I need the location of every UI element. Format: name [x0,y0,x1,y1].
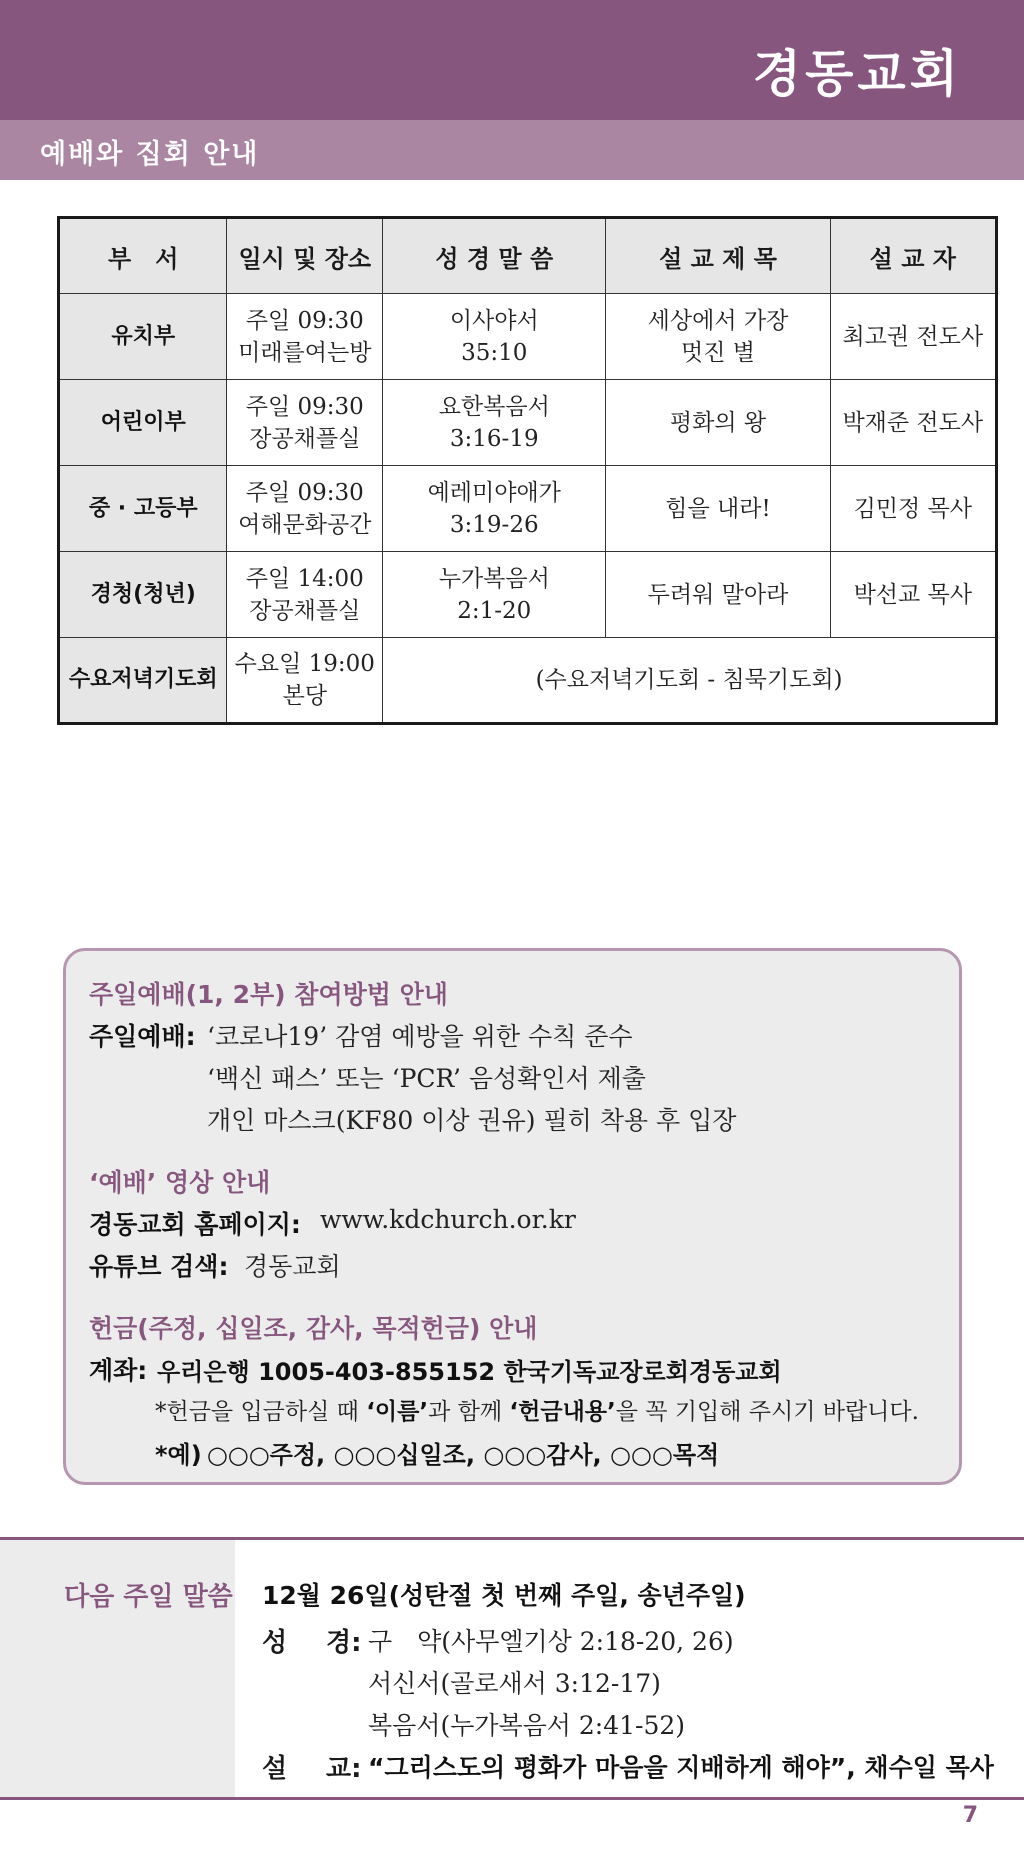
next-sunday-date: 12월 26일(성탄절 첫 번째 주일, 송년주일) [262,1581,746,1610]
dept-cell: 경청(청년) [59,552,227,638]
column-header: 설 교 자 [830,218,996,294]
offering-example [155,1435,719,1470]
page-number: 7 [962,1803,978,1828]
dept-cell: 유치부 [59,294,227,380]
youtube-value: 경동교회 [244,1252,341,1281]
scripture-label-char: 경: [326,1628,362,1658]
dept-cell: 중 · 고등부 [59,466,227,552]
notice-box [63,948,962,1485]
time-cell: 주일 09:30 장공채플실 [227,380,383,466]
column-header: 부 서 [59,218,227,294]
sermon-label-char: 설 [262,1754,288,1784]
scripture-cell: 요한복음서 3:16-19 [383,380,606,466]
account-value: 우리은행 1005-403-855152 한국기독교장로회경동교회 [157,1358,782,1386]
section-divider [0,1797,1024,1800]
time-cell: 수요일 19:00 본당 [227,638,383,724]
gospel-reading: 복음서(누가복음서 2:41-52) [368,1711,686,1740]
preacher-cell: 최고권 전도사 [830,294,996,380]
scripture-cell: 누가복음서 2:1-20 [383,552,606,638]
worship-line: ‘코로나19’ 감염 예방을 위한 수칙 준수 [207,1022,633,1051]
column-header: 설 교 제 목 [606,218,830,294]
offering-note-text: 과 함께 [428,1399,503,1425]
video-heading: ‘예배’ 영상 안내 [89,1168,271,1197]
offering-heading: 헌금(주정, 십일조, 감사, 목적헌금) 안내 [89,1314,538,1343]
homepage-label: 경동교회 홈페이지: [89,1210,301,1239]
epistle-reading: 서신서(골로새서 3:12-17) [368,1669,661,1698]
preacher-cell: 김민정 목사 [830,466,996,552]
homepage-url: www.kdchurch.or.kr [320,1205,576,1234]
table-header-row [59,218,997,294]
scripture-label-char: 성 [262,1628,288,1658]
account-label: 계좌: [89,1356,148,1385]
worship-line: 개인 마스크(KF80 이상 권유) 필히 착용 후 입장 [207,1106,737,1135]
sermon-label-char: 교: [326,1754,362,1784]
worship-schedule-table [57,216,998,725]
offering-note-content: ‘헌금내용’ [509,1399,616,1425]
offering-note [155,1393,919,1426]
offering-note-name: ‘이름’ [366,1399,429,1425]
table-row [59,552,997,638]
dept-cell: 어린이부 [59,380,227,466]
sermon-title-cell: 평화의 왕 [606,380,830,466]
time-cell: 주일 09:30 미래를여는방 [227,294,383,380]
worship-heading: 주일예배(1, 2부) 참여방법 안내 [89,980,448,1009]
time-cell: 주일 14:00 장공채플실 [227,552,383,638]
column-header: 일시 및 장소 [227,218,383,294]
old-testament-reading: 구 약(사무엘기상 2:18-20, 26) [368,1627,734,1656]
offering-note-text: 을 꼭 기입해 주시기 바랍니다. [615,1399,919,1425]
church-logo: 경동교회 [752,44,962,103]
next-sunday-heading: 다음 주일 말씀 [64,1582,233,1612]
time-cell: 주일 09:30 여해문화공간 [227,466,383,552]
preacher-cell: 박재준 전도사 [830,380,996,466]
youtube-label: 유튜브 검색: [89,1252,229,1281]
preacher-cell: 박선교 목사 [830,552,996,638]
offering-note-text: *헌금을 입금하실 때 [155,1399,359,1425]
scripture-cell: 이사야서 35:10 [383,294,606,380]
worship-line: ‘백신 패스’ 또는 ‘PCR’ 음성확인서 제출 [207,1064,646,1093]
next-sermon-title: “그리스도의 평화가 마음을 지배하게 해야”, 채수일 목사 [368,1753,994,1782]
column-header: 성 경 말 씀 [383,218,606,294]
offering-example-text: ○○○주정, ○○○십일조, ○○○감사, ○○○목적 [206,1441,720,1469]
dept-cell: 수요저녁기도회 [59,638,227,724]
sermon-title-cell: 세상에서 가장 멋진 별 [606,294,830,380]
worship-label: 주일예배: [89,1022,196,1051]
sermon-title-cell: 힘을 내라! [606,466,830,552]
table-row [59,638,997,724]
table-row [59,466,997,552]
scripture-cell: 예레미야애가 3:19-26 [383,466,606,552]
section-title: 예배와 집회 안내 [40,139,260,170]
offering-example-prefix: *예) [155,1441,202,1469]
table-row [59,380,997,466]
wednesday-note-cell: (수요저녁기도회 - 침묵기도회) [383,638,997,724]
sermon-title-cell: 두려워 말아라 [606,552,830,638]
table-row [59,294,997,380]
